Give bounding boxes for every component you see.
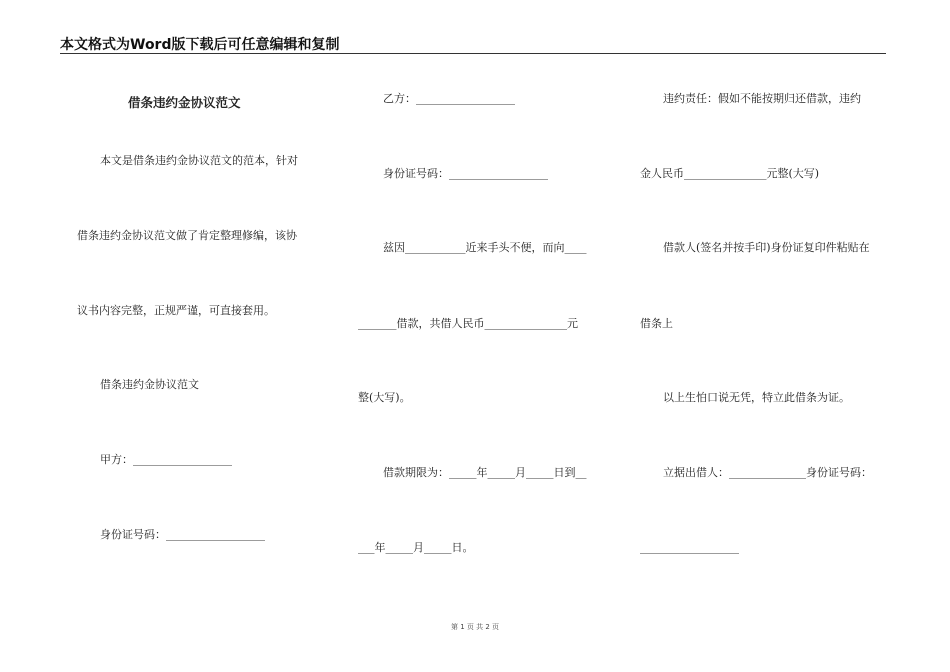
col3-line-5: 以上生怕口说无凭，特立此借条为证。 xyxy=(663,391,850,404)
lender-signature-line: 立据出借人：______________身份证号码： xyxy=(663,466,872,479)
document-header: 本文格式为Word版下载后可任意编辑和复制 xyxy=(60,37,340,53)
col2-line-3: 兹因___________近来手头不便，而向____ xyxy=(383,241,587,254)
header-divider xyxy=(60,53,886,54)
party-a-field: 甲方：__________________ xyxy=(100,453,232,466)
col3-line-2: 金人民币_______________元整(大写) xyxy=(640,167,820,180)
col3-line-3: 借款人(签名并按手印)身份证复印件粘贴在 xyxy=(663,241,870,254)
col2-line-5: 整(大写)。 xyxy=(358,391,411,404)
party-a-id-field: 身份证号码：__________________ xyxy=(100,528,265,541)
page-number: 第 1 页 共 2 页 xyxy=(450,623,500,631)
loan-period-line-2: ___年_____月_____日。 xyxy=(358,541,474,554)
col1-line-1: 本文是借条违约金协议范文的范本，针对 xyxy=(100,154,298,167)
loan-period-line-1: 借款期限为：_____年_____月_____日到__ xyxy=(383,466,587,479)
party-b-field: 乙方：__________________ xyxy=(383,92,515,105)
col3-line-1: 违约责任：假如不能按期归还借款，违约 xyxy=(663,92,861,105)
col1-line-2: 借条违约金协议范文做了肯定整理修编，该协 xyxy=(77,229,297,242)
lender-id-blank: __________________ xyxy=(640,541,739,554)
document-title: 借条违约金协议范文 xyxy=(128,95,241,110)
party-b-id-field: 身份证号码：__________________ xyxy=(383,167,548,180)
col1-line-3: 议书内容完整，正规严谨，可直接套用。 xyxy=(77,304,275,317)
col2-line-4: _______借款，共借人民币_______________元 xyxy=(358,317,578,330)
col3-line-4: 借条上 xyxy=(640,317,673,330)
col1-line-4: 借条违约金协议范文 xyxy=(100,378,199,391)
